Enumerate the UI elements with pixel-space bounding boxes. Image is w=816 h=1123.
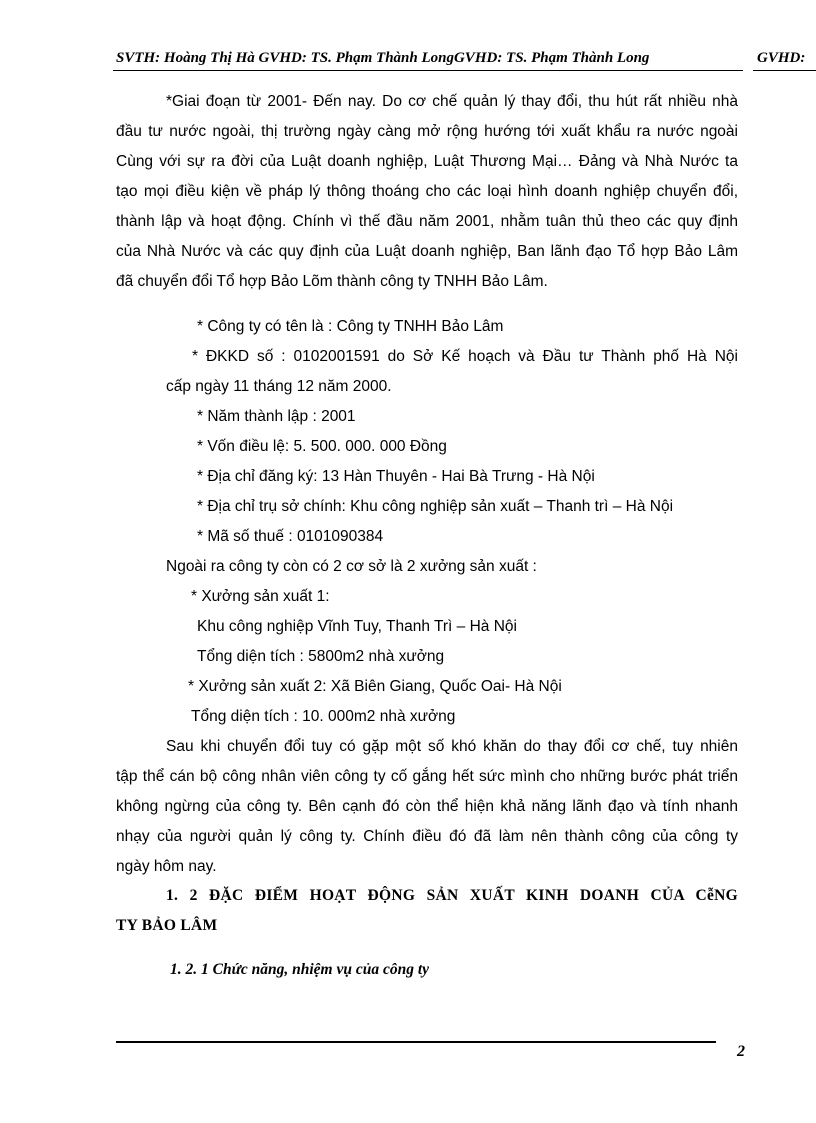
workshop-1-area: Tổng diện tích : 5800m2 nhà xưởng — [197, 648, 445, 665]
text-line: nhạy của người quản lý công ty. Chính điều đó đã làm nên thành công của công ty — [116, 828, 738, 845]
text-line: của Nhà Nước và các quy định của Luật doanh nghiệp, Ban lãnh đạo Tổ hợp Bảo Lâm — [116, 243, 738, 260]
text-line: không ngừng của công ty. Bên cạnh đó còn thể hiện khả năng lãnh đạo và tính nhanh — [116, 798, 738, 815]
workshop-1-title: * Xưởng sản xuất 1: — [191, 588, 330, 605]
tax-code: * Mã số thuế : 0101090384 — [197, 528, 384, 545]
workshop-1-location: Khu công nghiệp Vĩnh Tuy, Thanh Trì – Hà Nội — [197, 618, 517, 635]
section-heading: 1. 2 ĐẶC ĐIỂM HOẠT ĐỘNG SẢN XUẤT KINH DOANH CỦA CễNG — [166, 887, 738, 904]
page-number: 2 — [737, 1043, 745, 1060]
workshops-intro: Ngoài ra công ty còn có 2 cơ sở là 2 xưởng sản xuất : — [166, 558, 537, 575]
charter-capital: * Vốn điều lệ: 5. 500. 000. 000 Đồng — [197, 438, 447, 455]
company-name: * Công ty có tên là : Công ty TNHH Bảo Lâm — [197, 318, 504, 335]
workshop-2-title: * Xưởng sản xuất 2: Xã Biên Giang, Quốc Oai- Hà Nội — [188, 678, 562, 695]
page-header-right: GVHD: — [757, 50, 806, 66]
headquarters-address: * Địa chỉ trụ sở chính: Khu công nghiệp sản xuất – Thanh trì – Hà Nội — [197, 498, 674, 515]
page-header: SVTH: Hoàng Thị Hà GVHD: TS. Phạm Thành LongGVHD: TS. Phạm Thành Long — [116, 50, 650, 66]
business-registration: * ĐKKD số : 0102001591 do Sở Kế hoạch và Đầu tư Thành phố Hà Nội — [192, 348, 738, 365]
text-line: đã chuyển đổi Tổ hợp Bảo Lõm thành công ty TNHH Bảo Lâm. — [116, 273, 548, 290]
text-line: tập thể cán bộ công nhân viên công ty cố gắng hết sức mình cho những bước phát triển — [116, 768, 738, 785]
footer-rule — [116, 1041, 716, 1043]
registered-address: * Địa chỉ đăng ký: 13 Hàn Thuyên - Hai Bà Trưng - Hà Nội — [197, 468, 595, 485]
text-line: ngày hôm nay. — [116, 858, 217, 875]
text-line: thành lập và hoạt động. Chính vì thế đầu năm 2001, nhằm tuân thủ theo các quy định — [116, 213, 738, 230]
founded-year: * Năm thành lập : 2001 — [197, 408, 356, 425]
text-line: tạo mọi điều kiện về pháp lý thông thoáng cho các loại hình doanh nghiệp chuyển đổi, — [116, 183, 738, 200]
text-line: *Giai đoạn từ 2001- Đến nay. Do cơ chế quản lý thay đổi, thu hút rất nhiều nhà — [166, 93, 738, 110]
workshop-2-area: Tổng diện tích : 10. 000m2 nhà xưởng — [191, 708, 456, 725]
registration-date: cấp ngày 11 tháng 12 năm 2000. — [166, 378, 392, 395]
header-rule-right — [753, 70, 816, 71]
section-heading-cont: TY BẢO LÂM — [116, 917, 218, 934]
text-line: Sau khi chuyển đổi tuy có gặp một số khó khăn do thay đổi cơ chế, tuy nhiên — [166, 738, 738, 755]
subsection-heading: 1. 2. 1 Chức năng, nhiệm vụ của công ty — [170, 961, 430, 978]
text-line: Cùng với sự ra đời của Luật doanh nghiệp, Luật Thương Mại… Đảng và Nhà Nước ta — [116, 153, 738, 170]
text-line: đầu tư nước ngoài, thị trường ngày càng mở rộng hướng tới xuất khẩu ra nước ngoài — [116, 123, 738, 140]
header-rule — [113, 70, 743, 71]
